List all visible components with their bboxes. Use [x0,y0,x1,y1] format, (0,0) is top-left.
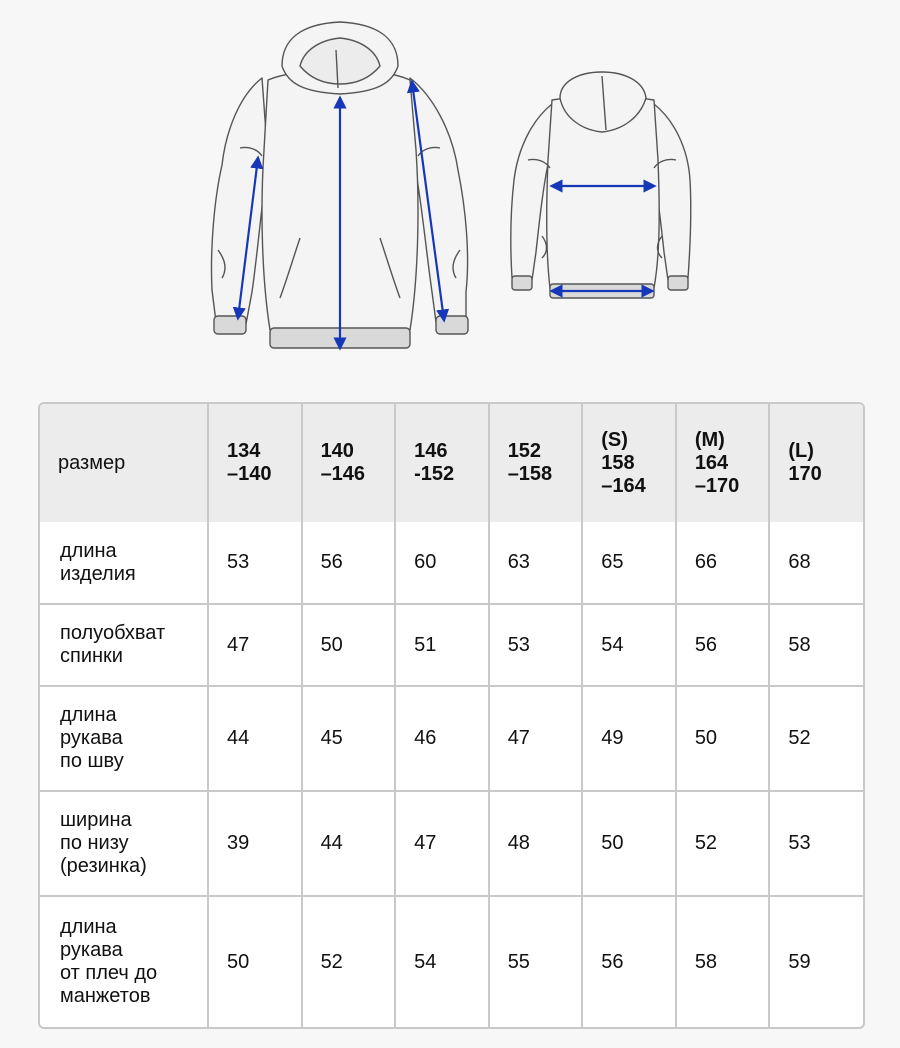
table-row [40,522,863,604]
table-cell: 50 [302,604,396,686]
size-header-cell: (M) 164 –170 [676,404,770,522]
table-cell: 47 [489,686,583,791]
table-cell: 63 [489,522,583,604]
table-cell: 47 [395,791,489,896]
table-cell: 54 [395,896,489,1027]
table-row [40,604,863,686]
size-header-cell: 146 -152 [395,404,489,522]
table-cell: 56 [302,522,396,604]
row-label: длина рукава от плеч до манжетов [40,896,208,1027]
table-cell: 52 [769,686,863,791]
table-cell: 55 [489,896,583,1027]
row-label: полуобхват спинки [40,604,208,686]
table-cell: 58 [676,896,770,1027]
table-cell: 58 [769,604,863,686]
table-cell: 46 [395,686,489,791]
table-cell: 50 [208,896,302,1027]
table-row [40,791,863,896]
table-cell: 44 [302,791,396,896]
table-cell: 48 [489,791,583,896]
table-cell: 59 [769,896,863,1027]
row-label: ширина по низу (резинка) [40,791,208,896]
table-cell: 44 [208,686,302,791]
table-cell: 53 [489,604,583,686]
size-header-cell: (L) 170 [769,404,863,522]
size-header-cell: (S) 158 –164 [582,404,676,522]
table-cell: 39 [208,791,302,896]
table-cell: 50 [676,686,770,791]
table-cell: 65 [582,522,676,604]
size-chart-table [38,402,865,1029]
table-row [40,896,863,1027]
table-cell: 51 [395,604,489,686]
row-label: длина рукава по шву [40,686,208,791]
table-cell: 45 [302,686,396,791]
table-cell: 53 [208,522,302,604]
table-cell: 56 [582,896,676,1027]
size-header-cell: 152 –158 [489,404,583,522]
table-cell: 52 [676,791,770,896]
table-row [40,686,863,791]
table-cell: 56 [676,604,770,686]
hoodie-measurement-illustration [0,0,900,380]
table-cell: 47 [208,604,302,686]
table-cell: 50 [582,791,676,896]
table-header-row [40,404,863,522]
table-cell: 54 [582,604,676,686]
size-header-label: размер [40,404,208,522]
table-cell: 52 [302,896,396,1027]
table-cell: 49 [582,686,676,791]
table-cell: 53 [769,791,863,896]
table-cell: 60 [395,522,489,604]
size-header-cell: 134 –140 [208,404,302,522]
table-cell: 68 [769,522,863,604]
table-cell: 66 [676,522,770,604]
size-header-cell: 140 –146 [302,404,396,522]
row-label: длина изделия [40,522,208,604]
